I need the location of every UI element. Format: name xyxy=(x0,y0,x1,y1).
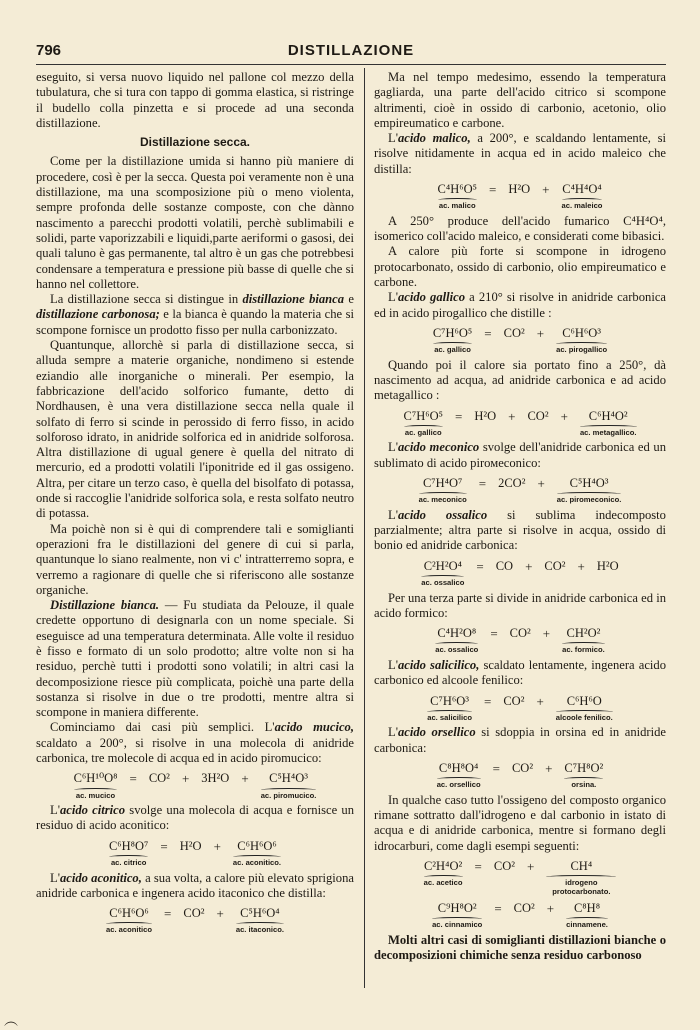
operator: = xyxy=(476,558,484,574)
paragraph: Ma poichè non si è qui di comprendere tali e somiglianti operazioni fra le distillazioni del genere di cui si parla, quantunque lo siano realmente, non vi c' intratterremo sopra, e verremo a ragionare di quelle che si riferiscono alle sostanze organiche. xyxy=(36,521,354,597)
formula-label: ac. citrico xyxy=(110,858,147,868)
paragraph xyxy=(374,508,666,554)
chemical-equation xyxy=(36,839,354,868)
text-run: L' xyxy=(388,440,398,455)
formula-term xyxy=(421,559,464,588)
text-run: si sublima indecomposto parzialmente; altra parte si risolve in acqua, ossido di bonio ed anidride carbonica: xyxy=(374,507,666,553)
formula: H²O xyxy=(508,182,531,197)
operator: = xyxy=(494,901,502,917)
formula-term xyxy=(438,182,477,211)
formula-label: ac. mucico xyxy=(75,790,116,800)
operator: + xyxy=(526,858,535,874)
text-run: — Fu studiata da Pelouze, il quale credette opportuno di designarla con un nome speciale. Si eseguisce ad una temperatura determinata. Alle volte il residuo è fisso e formato di un solo prodotto; altre volte non si ha residuo, perchè tutti i prodotti sono volatili; in altri casi la decomposizione riesce più complicata, poichè una parte della sostanza si risolve in due o tre prodotti, mentre altra si scompone in maniera differente. xyxy=(36,598,354,720)
paragraph xyxy=(374,440,666,471)
paragraph xyxy=(36,720,354,766)
chemical-equation xyxy=(374,859,666,896)
formula-term xyxy=(546,859,616,896)
formula-term xyxy=(556,326,607,355)
formula: C⁵H⁶O⁴ xyxy=(240,906,280,921)
formula-term xyxy=(562,182,603,211)
text-run: a sua volta, a calore più elevato sprigiona anidride carbonica e ingenera acido itaconico che distilla: xyxy=(36,870,354,900)
operator: + xyxy=(560,408,568,424)
chemical-equation xyxy=(374,182,666,211)
formula-term xyxy=(564,761,603,790)
formula: H²O xyxy=(179,838,202,853)
chemical-equation xyxy=(374,409,666,438)
formula: CO² xyxy=(513,901,535,916)
operator: + xyxy=(525,558,533,574)
formula: C⁵H⁴O³ xyxy=(269,771,308,786)
formula-label: ac. ossalico xyxy=(435,645,479,655)
formula: C⁹H⁸O² xyxy=(437,901,477,916)
text-run: L' xyxy=(388,507,398,522)
formula: C⁴H⁶O⁵ xyxy=(437,182,477,197)
text-run: L' xyxy=(388,131,398,146)
operator: = xyxy=(160,838,168,854)
formula-term xyxy=(236,906,284,935)
formula-term xyxy=(494,859,515,874)
paragraph: eseguito, si versa nuovo liquido nel pallone col mezzo della tubulatura, che si tura con tappo di gomma elastica, si ristringe il budello colla pinzetta e si procede ad una seconda distillazione. xyxy=(36,70,354,130)
operator: + xyxy=(577,558,585,574)
paragraph xyxy=(36,803,354,834)
operator: + xyxy=(537,476,545,492)
formula: CO² xyxy=(183,906,205,921)
formula: CH⁴ xyxy=(570,858,593,873)
operator: = xyxy=(484,325,492,341)
text-run: svolge dell'anidride carbonica ed un sublimato di acido pirомeconico: xyxy=(374,440,666,470)
formula-label: ac. malico xyxy=(438,201,476,211)
chemical-equation xyxy=(374,559,666,588)
formula: C⁶H⁶O⁶ xyxy=(109,906,149,921)
chemical-equation xyxy=(374,901,666,930)
right-column xyxy=(374,70,666,964)
chemical-equation xyxy=(374,626,666,655)
formula: CO² xyxy=(527,408,549,423)
paragraph xyxy=(374,131,666,177)
formula-term xyxy=(544,559,565,574)
formula: CO² xyxy=(503,325,525,340)
formula-term xyxy=(404,409,443,438)
operator: + xyxy=(546,901,555,917)
paragraph xyxy=(374,725,666,756)
paragraph: A calore più forte si scompone in idrogeno protocarbonato, ossido di carbonio, olio empireumatico e carbone. xyxy=(374,244,666,290)
formula-label: orsina. xyxy=(571,780,597,790)
operator: = xyxy=(478,476,487,492)
formula: C²H²O⁴ xyxy=(423,558,462,573)
italic-term: acido gallico xyxy=(397,290,466,305)
page-header xyxy=(36,42,666,65)
italic-term: acido meconico xyxy=(397,440,480,455)
formula: C⁷H⁸O² xyxy=(564,760,604,775)
formula: C⁶H⁶O⁶ xyxy=(237,838,277,853)
formula-term xyxy=(508,182,530,197)
formula: CH²O² xyxy=(566,626,601,641)
formula: CO² xyxy=(509,626,531,641)
paragraph xyxy=(36,292,354,338)
paragraph: Ma nel tempo medesimo, essendo la temperatura gagliarda, una parte dell'acido citrico si scompone altrimenti, cioè in ossido di carbonio, acetonio, olio empireumatico e carbone. xyxy=(374,70,666,130)
formula-label: idrogeno protocarbonato. xyxy=(552,878,611,896)
italic-term: acido mucico, xyxy=(274,720,354,735)
formula: C⁸H⁸ xyxy=(573,901,601,916)
formula: 2CO² xyxy=(498,476,526,491)
chemical-equation xyxy=(374,694,666,723)
formula: C⁶H¹⁰O⁸ xyxy=(73,771,118,786)
paragraph xyxy=(36,871,354,902)
formula: CO² xyxy=(503,693,525,708)
formula: C⁸H⁸O⁴ xyxy=(438,760,479,775)
formula-label: ac. cinnamico xyxy=(432,920,483,930)
formula-term xyxy=(580,409,637,438)
formula-label: ac. orsellico xyxy=(436,780,481,790)
formula-label: ac. gallico xyxy=(434,345,471,355)
operator: = xyxy=(474,858,482,874)
formula: H²O xyxy=(474,408,497,423)
operator: = xyxy=(483,693,492,709)
italic-term: acido ossalico xyxy=(397,507,488,522)
text-run: a 200°, e scaldando lentamente, si risolve nitidamente in acqua ed in acido maleico che distilla: xyxy=(374,131,666,176)
italic-term: acido salicilico, xyxy=(397,657,480,672)
operator: + xyxy=(216,906,224,922)
margin-mark-icon: ︵ xyxy=(4,1014,18,1029)
operator: = xyxy=(129,771,137,787)
paragraph: Per una terza parte si divide in anidride carbonica ed in acido formico: xyxy=(374,590,666,620)
formula-term xyxy=(474,409,496,424)
formula: H²O xyxy=(596,558,619,573)
text-run: si sdoppia in orsina ed in anidride carbonica: xyxy=(374,725,667,755)
italic-term: distillazione carbonosa; xyxy=(36,307,160,322)
formula: C⁶H⁸O⁷ xyxy=(108,838,149,853)
formula-label: ac. metagallico. xyxy=(579,427,637,437)
formula-term xyxy=(427,694,472,723)
operator: = xyxy=(490,626,498,642)
formula-label: ac. salicilico xyxy=(427,712,472,722)
formula-term xyxy=(419,476,467,505)
text-run: La distillazione secca si distingue in xyxy=(50,292,243,307)
chemical-equation xyxy=(374,761,666,790)
formula-term xyxy=(510,626,531,641)
italic-term: acido citrico xyxy=(59,803,126,818)
formula-label: ac. formico. xyxy=(562,645,605,655)
formula-term xyxy=(496,559,513,574)
formula: CO² xyxy=(511,760,534,775)
operator: + xyxy=(536,325,545,341)
text-run: svolge una molecola di acqua e fornisce un residuo di acido aconitico: xyxy=(36,803,354,833)
chemical-equation xyxy=(36,771,354,800)
italic-term: distillazione bianca xyxy=(242,292,345,307)
formula: C⁷H⁴O⁷ xyxy=(422,476,463,491)
formula: C⁶H⁶O³ xyxy=(562,325,602,340)
chemical-equation xyxy=(374,476,666,505)
formula-term xyxy=(149,771,170,786)
formula-label: ac. meconico xyxy=(418,495,467,505)
formula: C²H⁴O² xyxy=(423,858,463,873)
formula-term xyxy=(435,626,478,655)
formula-label: ac. itaconico. xyxy=(235,925,284,935)
operator: + xyxy=(542,182,550,198)
formula-label: ac. pirogallico xyxy=(556,345,608,355)
formula-label: ac. piromucico. xyxy=(260,790,317,800)
formula-term xyxy=(566,901,608,930)
operator: + xyxy=(241,771,249,787)
formula-label: ac. ossalico xyxy=(421,578,465,588)
formula-term xyxy=(597,559,619,574)
italic-term: acido malico, xyxy=(397,131,471,146)
chemical-equation xyxy=(36,906,354,935)
formula-term xyxy=(433,326,472,355)
section-heading: Distillazione secca. xyxy=(139,135,251,150)
formula-label: ac. piromeconico. xyxy=(556,495,622,505)
formula: CO² xyxy=(493,858,515,873)
formula-term xyxy=(504,326,525,341)
formula-label: ac. gallico xyxy=(404,427,442,437)
paragraph: In qualche caso tutto l'ossigeno del composto organico rimane sottratto dall'idrogeno e dal carbonio in istato di acqua e di anidride carbonica, mentre si formano degli idrocarburi, come dagli esempi seguenti: xyxy=(374,792,666,853)
text-run: L' xyxy=(388,290,398,305)
paragraph xyxy=(374,290,666,321)
operator: = xyxy=(489,182,497,198)
paragraph: Molti altri casi di somiglianti distillazioni bianche o decomposizioni chimiche senza residuo carbonoso xyxy=(374,932,666,963)
formula: C⁷H⁶O⁵ xyxy=(432,325,473,340)
formula: CO² xyxy=(544,558,566,573)
formula-term xyxy=(432,901,482,930)
column-divider xyxy=(364,68,365,988)
formula-term xyxy=(437,761,481,790)
text-run: L' xyxy=(50,870,60,885)
text-run: a 210° si risolve in anidride carbonica ed in acido pirogallico che distille : xyxy=(374,290,667,320)
left-column xyxy=(36,70,354,938)
text-run: scaldato lentamente, ingenera acido carbonico ed alcoole fenilico: xyxy=(374,657,666,688)
formula-term xyxy=(562,626,605,655)
operator: + xyxy=(545,760,553,776)
text-run: e la bianca è quando la materia che si scompone fornisce un prodotto fisso per nulla carbonizzato. xyxy=(36,307,354,337)
formula: C⁴H²O⁸ xyxy=(437,626,477,641)
formula-term xyxy=(109,839,148,868)
text-run: L' xyxy=(388,725,398,740)
paragraph: Quantunque, allorchè si parla di distillazione secca, si alluda sempre a materie organiche, nondimeno si estende eziandio alle inorganiche o minerali. Per esempio, la fabbricazione dell'acido solforico fumante, detto di Nordhausen, è una vera distillazione secca nella quale il solfato di ferro si scinde in perossido di ferro fisso, in acido solforoso idrato, in anidride solforica ed in anidride solforosa. Altra distillazione di ugual genere è quella del nitrato di mercurio, ed a prodotti volatili l'iponitride ed il gas ossigeno. Altra, per citare un terzo caso, è quella del bisolfato di potassa, onde si raccoglie l'anidride solforica sola, e resta solfato neutro di potassa. xyxy=(36,338,354,521)
formula-term xyxy=(261,771,317,800)
formula-term xyxy=(233,839,281,868)
operator: + xyxy=(508,408,516,424)
formula-term xyxy=(503,694,524,709)
text-run: L' xyxy=(50,803,60,818)
italic-term: Distillazione bianca. xyxy=(50,598,160,613)
operator: = xyxy=(454,408,463,424)
formula-label: alcoole fenilico. xyxy=(555,712,613,722)
chemical-equation xyxy=(374,326,666,355)
formula-label: ac. aconitico xyxy=(106,925,153,935)
paragraph: A 250° produce dell'acido fumarico C⁴H⁴O⁴, isomerico coll'acido maleico, e considerati come bibasici. xyxy=(374,213,666,244)
operator: + xyxy=(181,771,190,787)
page-number: 796 xyxy=(36,42,62,59)
text-run: L' xyxy=(388,657,398,672)
formula-term xyxy=(201,771,229,786)
formula-term xyxy=(498,476,525,491)
formula-term xyxy=(512,761,533,776)
text-run: e xyxy=(344,292,354,307)
paragraph: Quando poi il calore sia portato fino a 250°, dà nascimento ad acqua, ad anidride carbonica e ad acido metagallico : xyxy=(374,357,666,403)
italic-term: acido orsellico xyxy=(397,725,476,740)
operator: + xyxy=(213,838,221,854)
formula-term xyxy=(424,859,463,888)
formula-term xyxy=(74,771,118,800)
paragraph: Come per la distillazione umida si hanno più maniere di procedere, così è per la secca. Questa poi veramente non è una distillazione, ma una scomposizione più o meno violenta, sempre profonda delle sostanze composte, con che dànno nascimento a parecchi prodotti volatili, perchè sublimabili e solidi, parte vaporizzabili e liquidi,parte aeriformi o gasosi, dei quali taluno è gas permanente, tal altro è un gas che potrebbesi condensare a temperatura e pressione più basse di quelle che si hanno nel collettore. xyxy=(36,154,354,291)
formula: C⁴H⁴O⁴ xyxy=(562,182,602,197)
formula: CO xyxy=(495,558,514,573)
text-run: scaldato a 200°, si risolve in una molecola di anidride carbonica, tre molecole di acqua ed in acido piromucico: xyxy=(36,735,354,766)
formula: C⁷H⁶O⁵ xyxy=(403,408,443,423)
formula-term xyxy=(183,906,204,921)
paragraph xyxy=(36,598,354,720)
formula: C⁵H⁴O³ xyxy=(569,476,609,491)
formula: CO² xyxy=(148,771,170,786)
formula: C⁷H⁶O³ xyxy=(430,693,470,708)
formula-label: ac. acetico xyxy=(423,878,463,888)
operator: + xyxy=(542,626,551,642)
operator: + xyxy=(536,693,544,709)
formula-term xyxy=(180,839,202,854)
formula-label: cinnamene. xyxy=(566,920,608,930)
formula-label: ac. maleico xyxy=(561,201,603,211)
formula-term xyxy=(527,409,548,424)
operator: = xyxy=(492,760,500,776)
formula-label: ac. aconitico. xyxy=(232,858,282,868)
italic-term: acido aconitico, xyxy=(59,870,142,885)
formula-term xyxy=(557,476,622,505)
operator: = xyxy=(164,906,172,922)
running-title: DISTILLAZIONE xyxy=(287,42,415,59)
text-run: Cominciamo dai casi più semplici. L' xyxy=(50,720,275,735)
formula: C⁶H⁴O² xyxy=(588,408,628,423)
formula: 3H²O xyxy=(201,771,230,786)
formula-term xyxy=(514,901,535,916)
formula-term xyxy=(106,906,152,935)
formula-term xyxy=(556,694,613,723)
formula: C⁶H⁶O xyxy=(566,693,602,708)
paragraph xyxy=(374,658,666,689)
